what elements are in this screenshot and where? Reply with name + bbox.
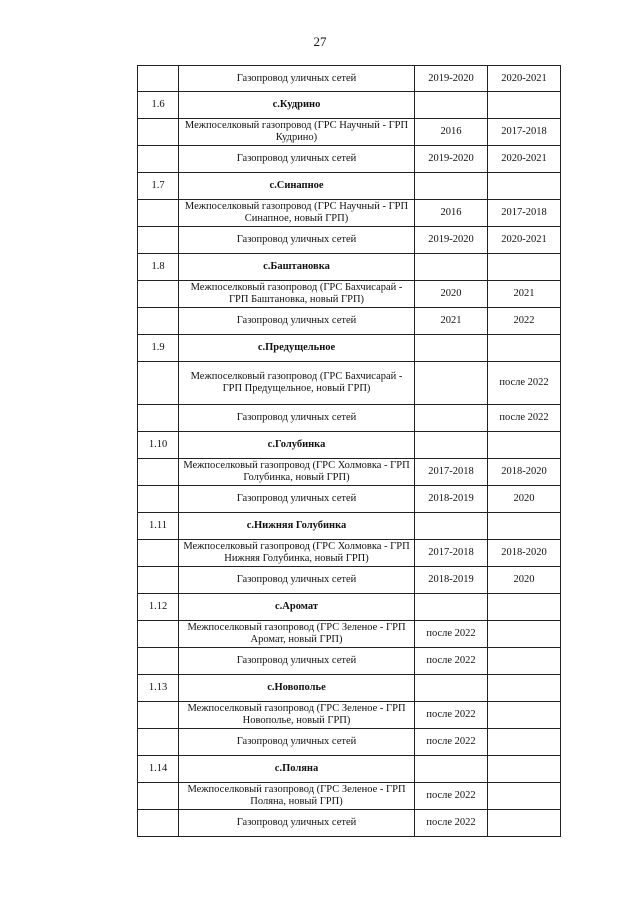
row-number-cell: 1.13 (138, 675, 179, 702)
row-number-cell (138, 648, 179, 675)
table-row (138, 362, 561, 405)
period-b-cell (488, 702, 561, 729)
row-number-cell: 1.12 (138, 594, 179, 621)
work-item-cell: Межпоселковый газопровод (ГРС Зеленое - ГРП Аромат, новый ГРП) (179, 621, 415, 648)
work-item-cell: Газопровод уличных сетей (179, 227, 415, 254)
settlement-name-cell: с.Баштановка (179, 254, 415, 281)
period-a-cell (415, 432, 488, 459)
period-b-cell: 2018-2020 (488, 540, 561, 567)
period-a-cell (415, 362, 488, 405)
period-b-cell: 2017-2018 (488, 200, 561, 227)
period-a-cell: 2017-2018 (415, 540, 488, 567)
table-row (138, 783, 561, 810)
settlement-name-cell: с.Нижняя Голубинка (179, 513, 415, 540)
section-row (138, 513, 561, 540)
table-body (138, 66, 561, 837)
period-a-cell: 2017-2018 (415, 459, 488, 486)
period-b-cell (488, 254, 561, 281)
period-a-cell (415, 254, 488, 281)
table-row (138, 810, 561, 837)
table-row (138, 540, 561, 567)
period-b-cell (488, 648, 561, 675)
work-item-cell: Межпоселковый газопровод (ГРС Холмовка - ГРП Голубинка, новый ГРП) (179, 459, 415, 486)
table-row (138, 405, 561, 432)
work-item-cell: Межпоселковый газопровод (ГРС Научный - ГРП Синапное, новый ГРП) (179, 200, 415, 227)
row-number-cell: 1.6 (138, 92, 179, 119)
period-a-cell: 2018-2019 (415, 486, 488, 513)
period-a-cell: после 2022 (415, 702, 488, 729)
section-row (138, 594, 561, 621)
work-item-cell: Газопровод уличных сетей (179, 486, 415, 513)
row-number-cell (138, 119, 179, 146)
row-number-cell (138, 200, 179, 227)
period-b-cell (488, 810, 561, 837)
row-number-cell (138, 146, 179, 173)
period-a-cell: 2016 (415, 119, 488, 146)
work-item-cell: Межпоселковый газопровод (ГРС Зеленое - ГРП Новополье, новый ГРП) (179, 702, 415, 729)
period-b-cell (488, 92, 561, 119)
period-b-cell (488, 173, 561, 200)
period-a-cell (415, 92, 488, 119)
row-number-cell: 1.8 (138, 254, 179, 281)
table-row (138, 567, 561, 594)
section-row (138, 254, 561, 281)
work-item-cell: Газопровод уличных сетей (179, 567, 415, 594)
row-number-cell (138, 810, 179, 837)
work-item-cell: Межпоселковый газопровод (ГРС Научный - ГРП Кудрино) (179, 119, 415, 146)
period-b-cell (488, 783, 561, 810)
table-row (138, 621, 561, 648)
period-a-cell: после 2022 (415, 729, 488, 756)
period-a-cell: после 2022 (415, 621, 488, 648)
table-row (138, 459, 561, 486)
row-number-cell: 1.14 (138, 756, 179, 783)
period-a-cell (415, 335, 488, 362)
table-row (138, 702, 561, 729)
work-item-cell: Межпоселковый газопровод (ГРС Бахчисарай - ГРП Баштановка, новый ГРП) (179, 281, 415, 308)
period-a-cell (415, 675, 488, 702)
period-a-cell: 2016 (415, 200, 488, 227)
period-b-cell (488, 513, 561, 540)
period-a-cell: 2018-2019 (415, 567, 488, 594)
period-a-cell: 2019-2020 (415, 227, 488, 254)
period-b-cell: 2021 (488, 281, 561, 308)
settlement-name-cell: с.Новополье (179, 675, 415, 702)
work-item-cell: Газопровод уличных сетей (179, 648, 415, 675)
row-number-cell (138, 66, 179, 92)
settlement-name-cell: с.Кудрино (179, 92, 415, 119)
row-number-cell (138, 621, 179, 648)
period-b-cell: после 2022 (488, 405, 561, 432)
row-number-cell: 1.9 (138, 335, 179, 362)
period-a-cell: 2019-2020 (415, 66, 488, 92)
work-item-cell: Межпоселковый газопровод (ГРС Бахчисарай - ГРП Предущельное, новый ГРП) (179, 362, 415, 405)
row-number-cell (138, 729, 179, 756)
period-b-cell: 2020-2021 (488, 227, 561, 254)
section-row (138, 173, 561, 200)
period-b-cell: 2020 (488, 486, 561, 513)
work-item-cell: Газопровод уличных сетей (179, 308, 415, 335)
work-item-cell: Газопровод уличных сетей (179, 405, 415, 432)
row-number-cell (138, 281, 179, 308)
period-b-cell (488, 756, 561, 783)
period-b-cell: 2020-2021 (488, 66, 561, 92)
period-a-cell (415, 594, 488, 621)
settlement-name-cell: с.Поляна (179, 756, 415, 783)
period-a-cell: после 2022 (415, 648, 488, 675)
table-row (138, 281, 561, 308)
row-number-cell (138, 227, 179, 254)
row-number-cell (138, 540, 179, 567)
period-b-cell (488, 335, 561, 362)
table-row (138, 200, 561, 227)
settlement-name-cell: с.Предущельное (179, 335, 415, 362)
period-b-cell (488, 675, 561, 702)
settlement-name-cell: с.Голубинка (179, 432, 415, 459)
period-a-cell (415, 173, 488, 200)
row-number-cell (138, 486, 179, 513)
section-row (138, 432, 561, 459)
period-a-cell (415, 405, 488, 432)
period-b-cell (488, 432, 561, 459)
settlement-name-cell: с.Аромат (179, 594, 415, 621)
table-row (138, 648, 561, 675)
period-b-cell: 2022 (488, 308, 561, 335)
work-item-cell: Межпоселковый газопровод (ГРС Холмовка - ГРП Нижняя Голубинка, новый ГРП) (179, 540, 415, 567)
period-a-cell: 2020 (415, 281, 488, 308)
work-item-cell: Газопровод уличных сетей (179, 810, 415, 837)
settlement-name-cell: с.Синапное (179, 173, 415, 200)
row-number-cell (138, 405, 179, 432)
row-number-cell (138, 783, 179, 810)
period-b-cell: 2020 (488, 567, 561, 594)
period-a-cell: после 2022 (415, 783, 488, 810)
period-b-cell: 2020-2021 (488, 146, 561, 173)
work-item-cell: Газопровод уличных сетей (179, 146, 415, 173)
table-row (138, 486, 561, 513)
period-a-cell: после 2022 (415, 810, 488, 837)
table-row (138, 729, 561, 756)
row-number-cell: 1.7 (138, 173, 179, 200)
period-b-cell: 2017-2018 (488, 119, 561, 146)
work-item-cell: Газопровод уличных сетей (179, 66, 415, 92)
row-number-cell (138, 308, 179, 335)
period-b-cell (488, 729, 561, 756)
period-a-cell: 2021 (415, 308, 488, 335)
period-b-cell: после 2022 (488, 362, 561, 405)
section-row (138, 675, 561, 702)
table-row (138, 119, 561, 146)
row-number-cell (138, 702, 179, 729)
work-item-cell: Межпоселковый газопровод (ГРС Зеленое - ГРП Поляна, новый ГРП) (179, 783, 415, 810)
period-a-cell: 2019-2020 (415, 146, 488, 173)
period-a-cell (415, 756, 488, 783)
period-b-cell: 2018-2020 (488, 459, 561, 486)
work-item-cell: Газопровод уличных сетей (179, 729, 415, 756)
row-number-cell: 1.11 (138, 513, 179, 540)
table-row (138, 66, 561, 92)
row-number-cell (138, 459, 179, 486)
section-row (138, 756, 561, 783)
period-a-cell (415, 513, 488, 540)
row-number-cell (138, 567, 179, 594)
section-row (138, 335, 561, 362)
table-row (138, 308, 561, 335)
period-b-cell (488, 621, 561, 648)
section-row (138, 92, 561, 119)
table-row (138, 146, 561, 173)
page-number: 27 (313, 34, 327, 49)
period-b-cell (488, 594, 561, 621)
row-number-cell (138, 362, 179, 405)
row-number-cell: 1.10 (138, 432, 179, 459)
table-row (138, 227, 561, 254)
gas-pipeline-schedule-table (137, 65, 561, 837)
